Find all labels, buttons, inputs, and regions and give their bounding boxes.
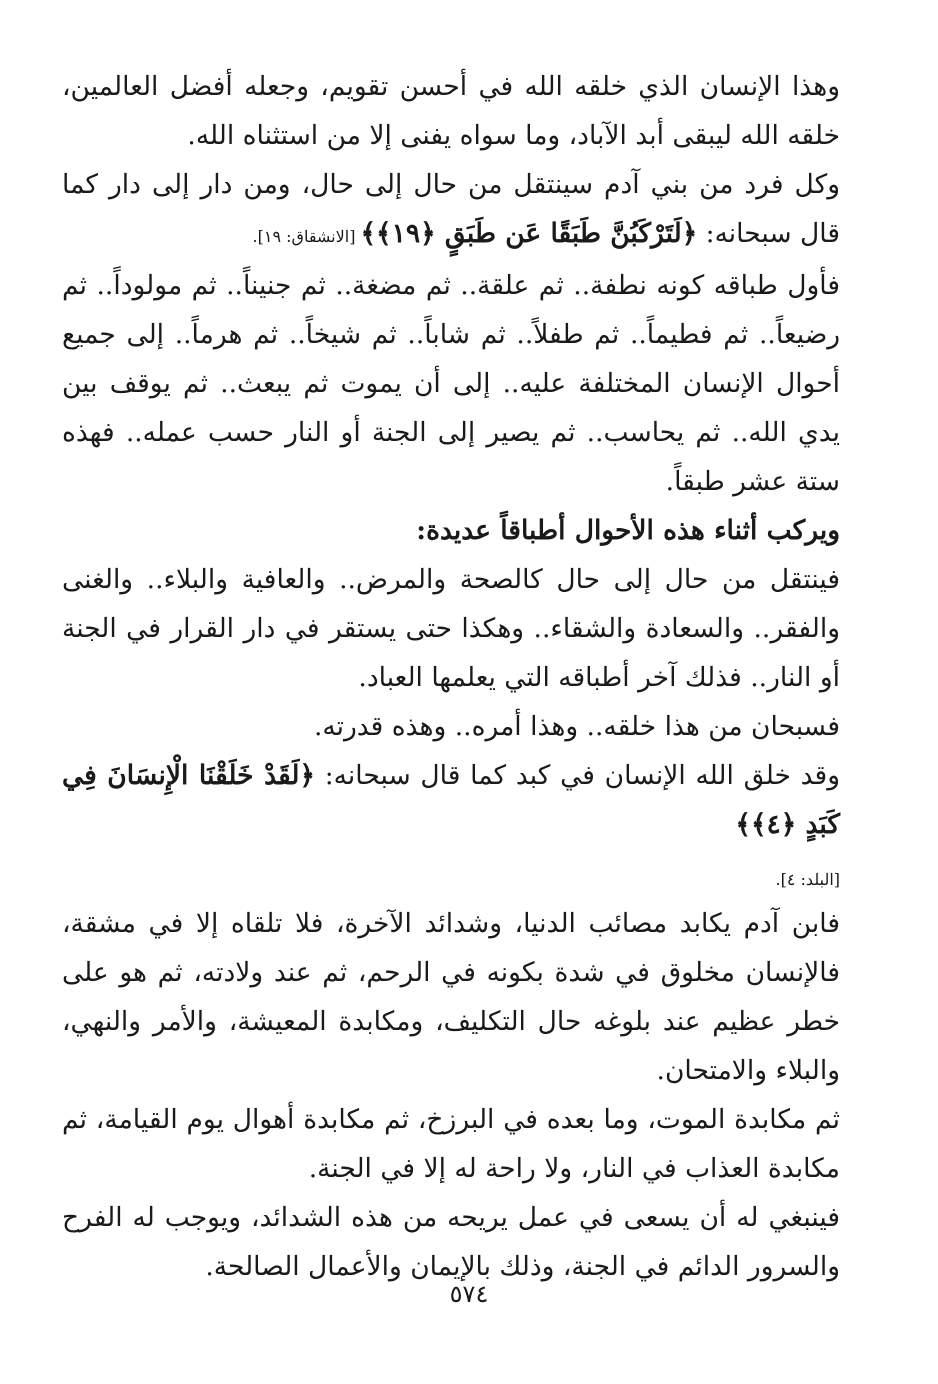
paragraph-9-text: فينبغي له أن يسعى في عمل يريحه من هذه الشدائد، ويوجب له الفرح والسرور الدائم في الجنة، وذلك بالإيمان والأعمال الصالحة. xyxy=(62,1202,840,1282)
paragraph-1 xyxy=(62,62,840,160)
paragraph-7-text: فابن آدم يكابد مصائب الدنيا، وشدائد الآخرة، فلا تلقاه إلا في مشقة، فالإنسان مخلوق في شدة بكونه في الرحم، ثم عند ولادته، ثم هو على خطر عظيم عند بلوغه حال التكليف، ومكابدة المعيشة، والأمر والنهي، والبلاء والامتحان. xyxy=(62,908,840,1086)
paragraph-6-text: وقد خلق الله الإنسان في كبد كما قال سبحانه: xyxy=(315,760,841,791)
quran-verse-balad: ﴿لَقَدْ خَلَقْنَا الْإِنسَانَ فِي كَبَدٍ ﴿٤﴾﴾ xyxy=(62,760,840,840)
paragraph-5 xyxy=(62,702,840,751)
quran-verse-inshiqaq: ﴿لَتَرْكَبُنَّ طَبَقًا عَن طَبَقٍ ﴿١٩﴾﴾ xyxy=(360,218,698,249)
section-heading xyxy=(62,506,840,555)
paragraph-2-text: وكل فرد من بني آدم سينتقل من حال إلى حال، ومن دار إلى دار كما قال سبحانه: xyxy=(62,169,840,249)
paragraph-8-text: ثم مكابدة الموت، وما بعده في البرزخ، ثم مكابدة أهوال يوم القيامة، ثم مكابدة العذاب في النار، ولا راحة له إلا في الجنة. xyxy=(62,1104,840,1184)
paragraph-3-text: فأول طباقه كونه نطفة.. ثم علقة.. ثم مضغة.. ثم جنيناً.. ثم مولوداً.. ثم رضيعاً.. ثم فطيماً.. ثم طفلاً.. ثم شاباً.. ثم شيخاً.. ثم هرماً.. إلى جميع أحوال الإنسان المختلفة عليه.. إلى أن يموت ثم يبعث.. ثم يوقف بين يدي الله.. ثم يحاسب.. ثم يصير إلى الجنة أو النار حسب عمله.. فهذه ستة عشر طبقاً. xyxy=(62,270,840,497)
paragraph-5-text: فسبحان من هذا خلقه.. وهذا أمره.. وهذه قدرته. xyxy=(313,711,840,742)
paragraph-3 xyxy=(62,261,840,506)
paragraph-8 xyxy=(62,1095,840,1193)
paragraph-9 xyxy=(62,1193,840,1291)
verse-reference-balad xyxy=(62,865,840,895)
verse-reference-balad-text: [البلد: ٤]. xyxy=(775,870,840,889)
paragraph-6 xyxy=(62,751,840,849)
verse-reference-inshiqaq: [الانشقاق: ١٩]. xyxy=(252,227,361,246)
paragraph-4-text: فينتقل من حال إلى حال كالصحة والمرض.. والعافية والبلاء.. والغنى والفقر.. والسعادة والشقاء.. وهكذا حتى يستقر في دار القرار في الجنة أو النار.. فذلك آخر أطباقه التي يعلمها العباد. xyxy=(62,564,840,693)
page-number: ٥٧٤ xyxy=(449,1280,489,1308)
section-heading-text: ويركب أثناء هذه الأحوال أطباقاً عديدة: xyxy=(416,515,840,546)
paragraph-4 xyxy=(62,555,840,702)
paragraph-2 xyxy=(62,160,840,261)
paragraph-7 xyxy=(62,899,840,1095)
paragraph-1-text: وهذا الإنسان الذي خلقه الله في أحسن تقويم، وجعله أفضل العالمين، خلقه الله ليبقى أبد الآباد، وما سواه يفنى إلا من استثناه الله. xyxy=(62,71,840,151)
page-body xyxy=(62,62,840,1302)
